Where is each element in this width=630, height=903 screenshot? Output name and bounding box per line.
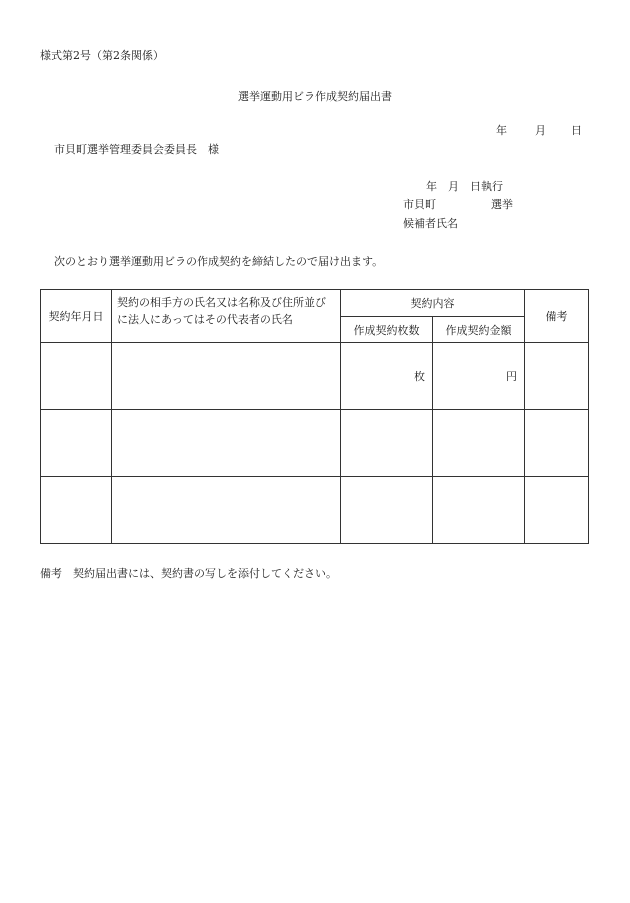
table-row: [41, 410, 589, 477]
header-contract-content: 契約内容: [341, 290, 525, 317]
cell-counterparty[interactable]: [112, 477, 341, 544]
date-day-label: 日: [571, 124, 582, 137]
cell-remarks[interactable]: [525, 410, 589, 477]
document-title: 選挙運動用ビラ作成契約届出書: [238, 90, 392, 103]
candidate-name-label: 候補者氏名: [403, 217, 458, 230]
header-contract-amount: 作成契約金額: [433, 317, 525, 343]
cell-contract-date[interactable]: [41, 343, 112, 410]
election-date-line: 年 月 日執行: [426, 180, 503, 193]
cell-sheet-count[interactable]: [341, 410, 433, 477]
sheet-unit-label: 枚: [414, 370, 425, 383]
table-row: [41, 477, 589, 544]
cell-contract-date[interactable]: [41, 477, 112, 544]
contract-table: [40, 289, 589, 544]
yen-unit-label: 円: [506, 370, 517, 383]
addressee: 市貝町選挙管理委員会委員長 様: [54, 143, 219, 156]
cell-counterparty[interactable]: [112, 410, 341, 477]
table-header-row: [41, 290, 589, 317]
table-row: [41, 343, 589, 410]
form-number: 様式第2号（第2条関係）: [40, 49, 164, 62]
cell-contract-amount[interactable]: [433, 410, 525, 477]
election-name-line: 市貝町 選挙: [403, 198, 513, 211]
cell-contract-amount[interactable]: [433, 477, 525, 544]
cell-contract-amount[interactable]: [433, 343, 525, 410]
date-year-label: 年: [496, 124, 507, 137]
intro-text: 次のとおり選挙運動用ビラの作成契約を締結したので届け出ます。: [54, 255, 384, 268]
cell-sheet-count[interactable]: [341, 477, 433, 544]
header-sheet-count: 作成契約枚数: [341, 317, 433, 343]
cell-remarks[interactable]: [525, 343, 589, 410]
submission-date: [496, 125, 582, 136]
date-month-label: 月: [535, 124, 546, 137]
header-contract-date: 契約年月日: [41, 290, 112, 343]
cell-counterparty[interactable]: [112, 343, 341, 410]
header-counterparty: 契約の相手方の氏名又は名称及び住所並びに法人にあってはその代表者の氏名: [112, 290, 341, 343]
header-remarks: 備考: [525, 290, 589, 343]
cell-sheet-count[interactable]: [341, 343, 433, 410]
cell-remarks[interactable]: [525, 477, 589, 544]
footer-note: 備考 契約届出書には、契約書の写しを添付してください。: [40, 567, 337, 580]
cell-contract-date[interactable]: [41, 410, 112, 477]
